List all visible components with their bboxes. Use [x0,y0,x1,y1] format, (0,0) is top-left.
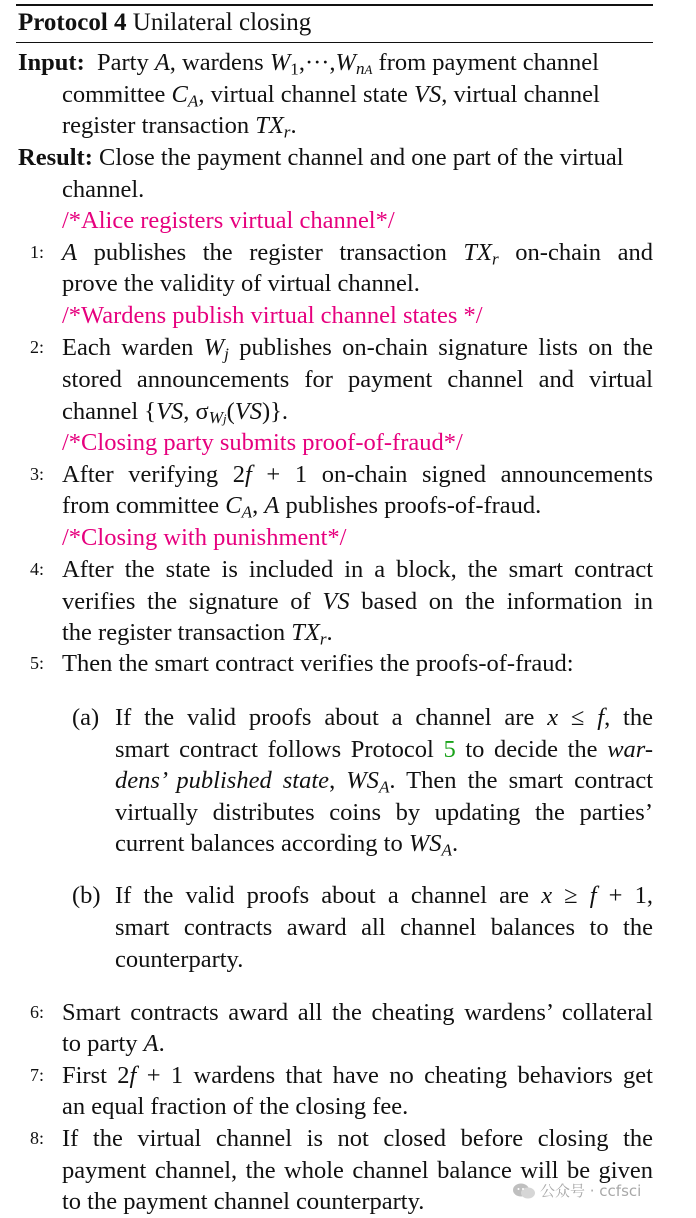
substep-a-line-5: current balances according to WSA. [115,830,459,860]
step-8-line-1: If the virtual channel is not closed before closing the [62,1125,653,1152]
step-6-line-1: Smart contracts award all the cheating wardens’ collateral [62,999,653,1026]
protocol-5-link[interactable]: 5 [443,736,456,763]
step-1-line-2: prove the validity of virtual channel. [62,270,420,297]
step-2-number: 2: [30,337,45,357]
substep-b-line-2: smart contracts award all channel balances to the [115,914,653,941]
step-3-line-1: After verifying 2f + 1 on-chain signed announcements [62,461,653,488]
step-6-line-2: to party A. [62,1030,165,1057]
step-4-number: 4: [30,559,45,579]
substep-a-line-4: virtually distributes coins by updating the parties’ [115,799,653,826]
substep-b-line-1: If the valid proofs about a channel are x ≥ f + 1, [115,882,653,909]
input-label: Input: [18,49,85,76]
step-8-line-2: payment channel, the whole channel balance will be given [62,1157,653,1184]
step-8-number: 8: [30,1128,45,1148]
substep-a-line-3: dens’ published state, WSA. Then the smart contract [115,767,654,797]
comment-4: /*Closing with punishment*/ [62,524,347,551]
input-line-1: Party A, wardens W1,···,WnA from payment channel [90,49,599,79]
result-label: Result: [18,144,93,171]
step-3-line-2: from committee CA, A publishes proofs-of-fraud. [62,492,542,522]
input-line-2: committee CA, virtual channel state VS, virtual channel [62,81,600,111]
substep-a-label: (a) [72,704,100,731]
step-3-number: 3: [30,464,45,484]
step-2-line-1: Each warden Wj publishes on-chain signature lists on the [62,334,653,364]
comment-2: /*Wardens publish virtual channel states */ [62,302,483,329]
step-5-line-1: Then the smart contract verifies the proofs-of-fraud: [62,650,574,677]
step-4-line-2: verifies the signature of VS based on the information in [62,588,653,615]
step-7-line-1: First 2f + 1 wardens that have no cheating behaviors get [62,1062,653,1089]
algorithm-title [18,7,311,38]
substep-b-label: (b) [72,882,101,909]
comment-3: /*Closing party submits proof-of-fraud*/ [62,429,463,456]
result-line-2: channel. [62,176,145,203]
step-8-line-3: to the payment channel counterparty. [62,1188,425,1215]
protocol-title: Unilateral closing [132,9,312,36]
input-line-3: register transaction TXr. [62,112,297,142]
step-7-number: 7: [30,1065,45,1085]
title-rule [16,42,653,43]
top-rule [16,4,653,6]
wechat-icon [512,1182,536,1200]
step-5-number: 5: [30,653,45,673]
step-1-number: 1: [30,242,45,262]
substep-b-line-3: counterparty. [115,946,244,973]
step-4-line-3: the register transaction TXr. [62,619,333,649]
step-4-line-1: After the state is included in a block, the smart contract [62,556,653,583]
substep-a-line-2: smart contract follows Protocol 5 to decide the war- [115,736,653,763]
watermark [512,1180,641,1201]
step-7-line-2: an equal fraction of the closing fee. [62,1093,409,1120]
protocol-label: Protocol 4 [18,9,127,36]
step-2-line-2: stored announcements for payment channel and virtual [62,366,653,393]
step-2-line-3: channel {VS, σWj(VS)}. [62,398,289,428]
result-block [18,142,653,174]
watermark-text: 公众号 · ccfsci [540,1182,642,1200]
step-1-line-1: A publishes the register transaction TXr on-chain and [62,239,653,269]
substep-a-line-1: If the valid proofs about a channel are x ≤ f, the [115,704,653,731]
step-6-number: 6: [30,1002,45,1022]
result-line-1: Close the payment channel and one part of the virtual [98,144,624,171]
comment-1: /*Alice registers virtual channel*/ [62,207,395,234]
